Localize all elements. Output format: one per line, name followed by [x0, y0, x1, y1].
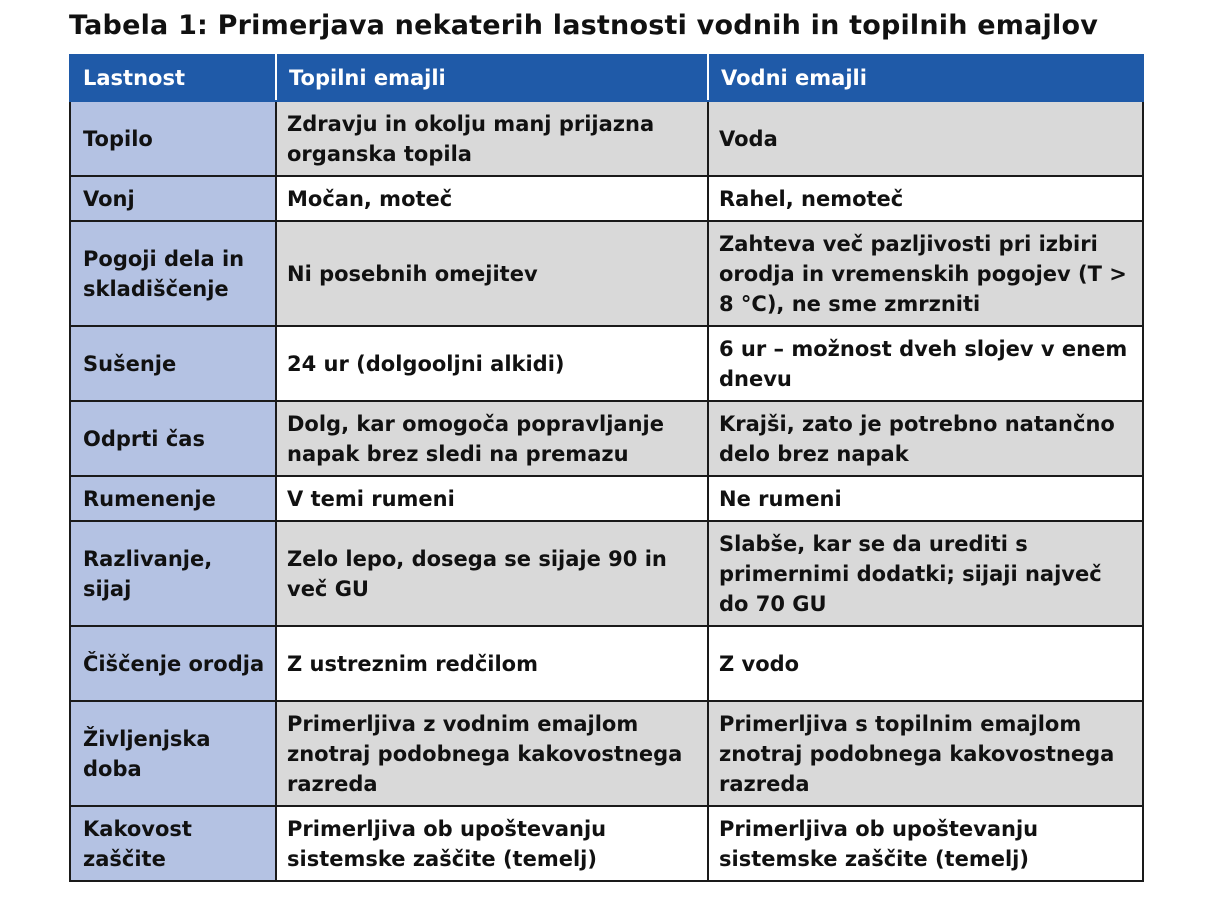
comparison-table — [69, 54, 1144, 882]
water-value-cell: Ne rumeni — [708, 476, 1143, 521]
water-value-cell: Krajši, zato je potrebno natančno delo brez napak — [708, 401, 1143, 476]
table-row — [70, 401, 1143, 476]
table-row — [70, 701, 1143, 806]
solvent-value-cell: Zdravju in okolju manj prijazna organska topila — [276, 101, 708, 176]
property-cell: Čiščenje orodja — [70, 626, 276, 701]
water-value-cell: Zahteva več pazljivosti pri izbiri orodja in vremenskih pogojev (T > 8 °C), ne sme zmrzniti — [708, 221, 1143, 326]
table-row — [70, 521, 1143, 626]
header-water-enamels: Vodni emajli — [708, 55, 1143, 101]
header-solvent-enamels: Topilni emajli — [276, 55, 708, 101]
solvent-value-cell: Močan, moteč — [276, 176, 708, 221]
header-row — [70, 55, 1143, 101]
property-cell: Rumenenje — [70, 476, 276, 521]
property-cell: Topilo — [70, 101, 276, 176]
table-row — [70, 221, 1143, 326]
water-value-cell: Primerljiva ob upoštevanju sistemske zaščite (temelj) — [708, 806, 1143, 881]
property-cell: Odprti čas — [70, 401, 276, 476]
table-row — [70, 626, 1143, 701]
table-row — [70, 806, 1143, 881]
water-value-cell: Slabše, kar se da urediti s primernimi dodatki; sijaji največ do 70 GU — [708, 521, 1143, 626]
solvent-value-cell: Z ustreznim redčilom — [276, 626, 708, 701]
header-property: Lastnost — [70, 55, 276, 101]
table-row — [70, 176, 1143, 221]
water-value-cell: Z vodo — [708, 626, 1143, 701]
water-value-cell: Voda — [708, 101, 1143, 176]
solvent-value-cell: Zelo lepo, dosega se sijaje 90 in več GU — [276, 521, 708, 626]
water-value-cell: 6 ur – možnost dveh slojev v enem dnevu — [708, 326, 1143, 401]
solvent-value-cell: 24 ur (dolgooljni alkidi) — [276, 326, 708, 401]
property-cell: Življenjska doba — [70, 701, 276, 806]
solvent-value-cell: Dolg, kar omogoča popravljanje napak brez sledi na premazu — [276, 401, 708, 476]
table-row — [70, 476, 1143, 521]
property-cell: Vonj — [70, 176, 276, 221]
water-value-cell: Primerljiva s topilnim emajlom znotraj podobnega kakovostnega razreda — [708, 701, 1143, 806]
table-title: Tabela 1: Primerjava nekaterih lastnosti vodnih in topilnih emajlov — [69, 10, 1099, 41]
water-value-cell: Rahel, nemoteč — [708, 176, 1143, 221]
table-row — [70, 101, 1143, 176]
property-cell: Pogoji dela in skladiščenje — [70, 221, 276, 326]
property-cell: Sušenje — [70, 326, 276, 401]
solvent-value-cell: Ni posebnih omejitev — [276, 221, 708, 326]
solvent-value-cell: V temi rumeni — [276, 476, 708, 521]
property-cell: Kakovost zaščite — [70, 806, 276, 881]
solvent-value-cell: Primerljiva ob upoštevanju sistemske zaščite (temelj) — [276, 806, 708, 881]
property-cell: Razlivanje, sijaj — [70, 521, 276, 626]
table-row — [70, 326, 1143, 401]
solvent-value-cell: Primerljiva z vodnim emajlom znotraj podobnega kakovostnega razreda — [276, 701, 708, 806]
